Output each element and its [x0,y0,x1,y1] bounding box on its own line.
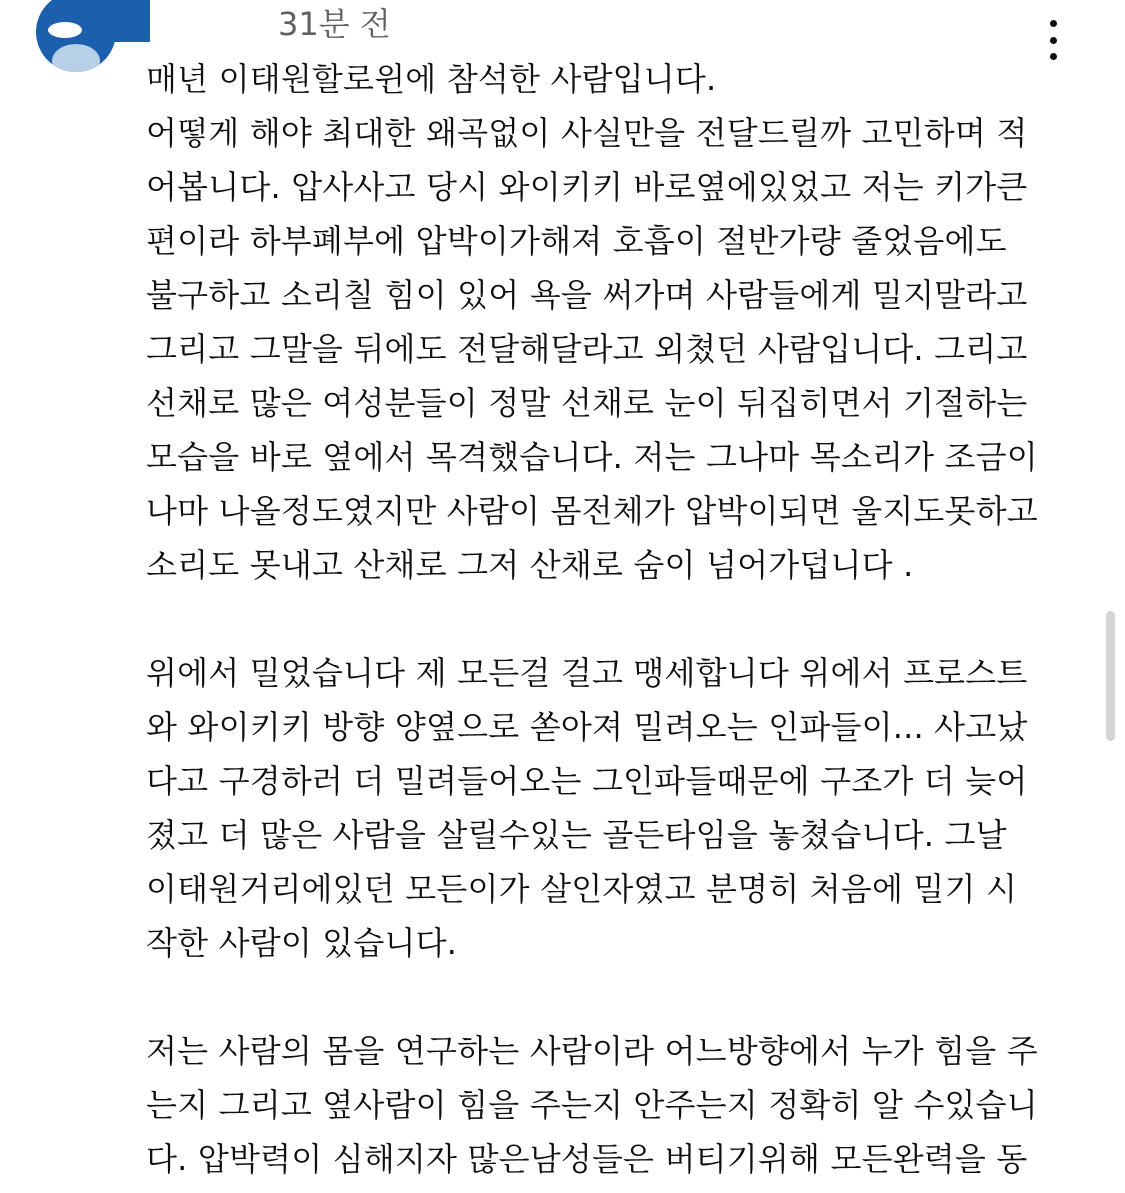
comment-line: 다. 압박력이 심해지자 많은남성들은 버티기위해 모든완력을 동 [146,1140,1028,1178]
comment-line: 매년 이태원할로윈에 참석한 사람입니다. [146,60,717,98]
menu-dot [1050,37,1057,44]
avatar-shape-bottom [52,44,100,72]
paragraph-gap [146,592,1046,646]
comment-line: 작한 사람이 있습니다. [146,924,458,962]
comment-line: 다고 구경하러 더 밀려들어오는 그인파들때문에 구조가 더 늦어 [146,762,1028,800]
comment-line: 와 와이키키 방향 양옆으로 쏟아져 밀려오는 인파들이... 사고났 [146,708,1028,746]
comment-line: 그리고 그말을 뒤에도 전달해달라고 외쳤던 사람입니다. 그리고 [146,330,1028,368]
comment-line: 편이라 하부폐부에 압박이가해져 호흡이 절반가량 줄었음에도 [146,222,1007,260]
comment-line: 위에서 밀었습니다 제 모든걸 걸고 맹세합니다 위에서 프로스트 [146,654,1028,692]
comment-line: 저는 사람의 몸을 연구하는 사람이라 어느방향에서 누가 힘을 주 [146,1032,1038,1070]
comment-line: 불구하고 소리칠 힘이 있어 욕을 써가며 사람들에게 밀지말라고 [146,276,1028,314]
comment-line: 소리도 못내고 산채로 그저 산채로 숨이 넘어가덥니다 . [146,546,914,584]
comment-line: 는지 그리고 옆사람이 힘을 주는지 안주는지 정확히 알 수있습니 [146,1086,1038,1124]
comment-line: 선채로 많은 여성분들이 정말 선채로 눈이 뒤집히면서 기절하는 [146,384,1028,422]
comment-line: 졌고 더 많은 사람을 살릴수있는 골든타임을 놓쳤습니다. 그날 [146,816,1007,854]
comment-line: 나마 나올정도였지만 사람이 몸전체가 압박이되면 울지도못하고 [146,492,1038,530]
comment-timestamp: 31분 전 [278,5,391,43]
scrollbar-thumb[interactable] [1106,611,1115,741]
menu-dot [1050,20,1057,27]
comment-line: 어봅니다. 압사사고 당시 와이키키 바로옆에있었고 저는 키가큰 [146,168,1028,206]
menu-dot [1050,53,1057,60]
comment-line: 모습을 바로 옆에서 목격했습니다. 저는 그나마 목소리가 조금이 [146,438,1038,476]
paragraph-gap [146,970,1046,1024]
comment-line: 어떻게 해야 최대한 왜곡없이 사실만을 전달드릴까 고민하며 적 [146,114,1028,152]
comment-text [146,52,1046,1186]
avatar[interactable] [36,0,116,72]
comment-line: 이태원거리에있던 모든이가 살인자였고 분명히 처음에 밀기 시 [146,870,1018,908]
avatar-shape-top [48,22,82,38]
